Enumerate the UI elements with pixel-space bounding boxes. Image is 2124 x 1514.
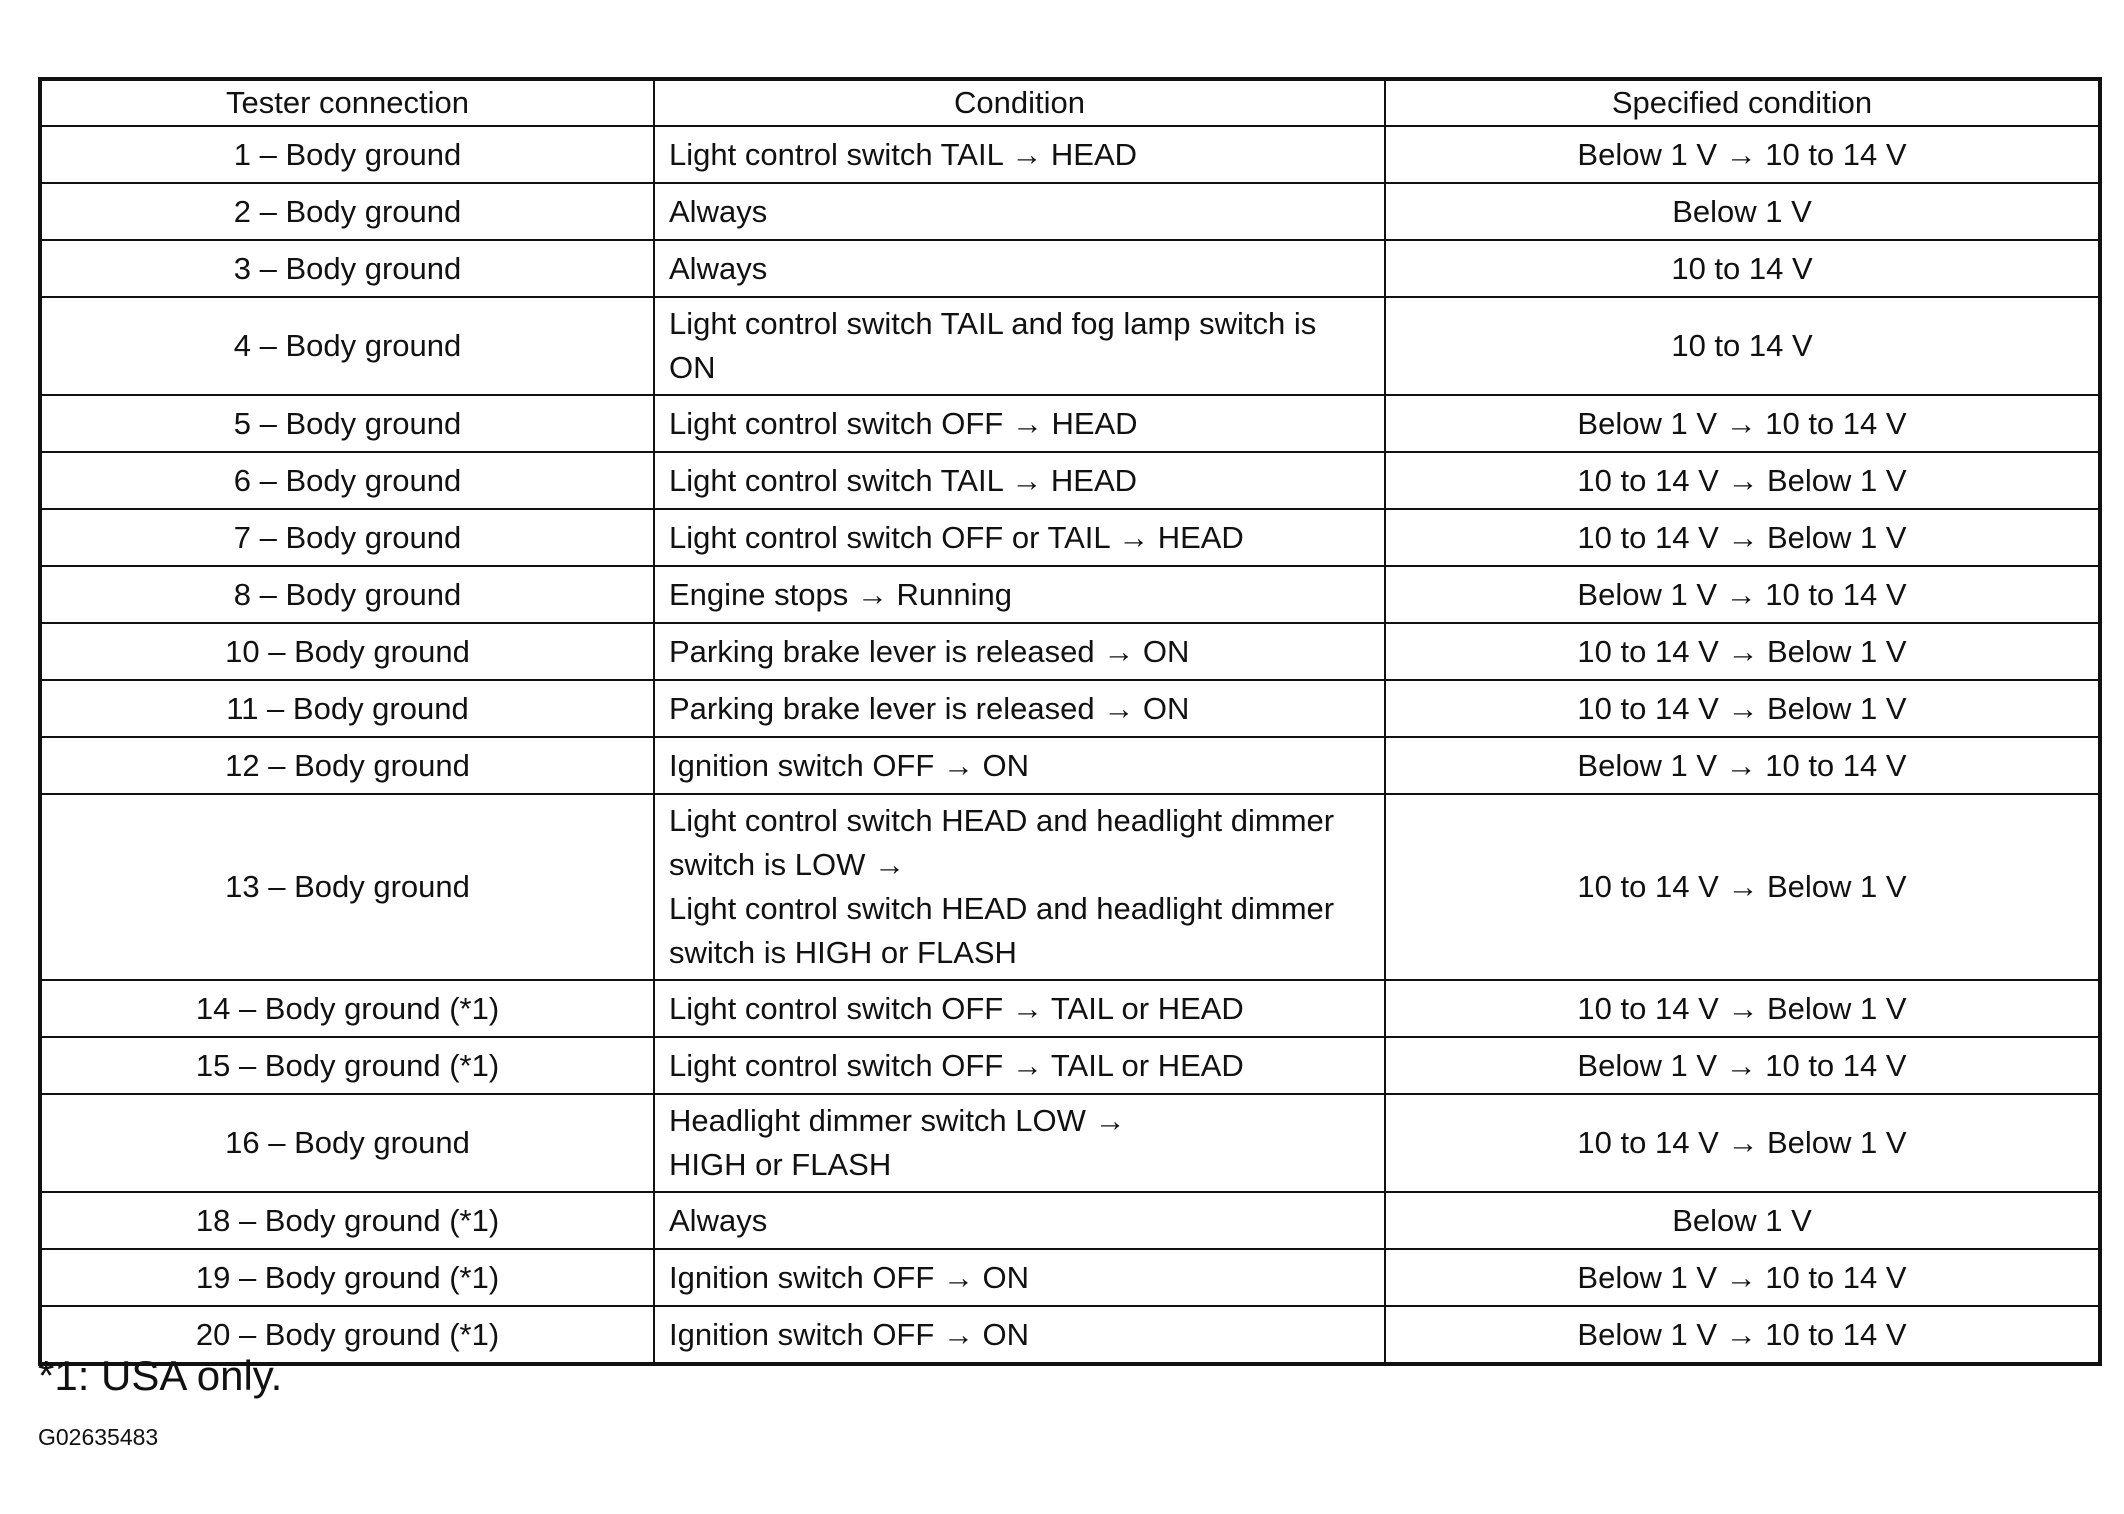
- specified-condition-cell: Below 1 V → 10 to 14 V: [1385, 1037, 2100, 1094]
- table-row: [40, 240, 2100, 297]
- specified-condition-cell: 10 to 14 V: [1385, 297, 2100, 395]
- specified-condition-cell: Below 1 V → 10 to 14 V: [1385, 566, 2100, 623]
- condition-line: ON: [669, 350, 716, 385]
- specified-condition-cell: 10 to 14 V → Below 1 V: [1385, 1094, 2100, 1192]
- figure-id: G02635483: [38, 1424, 159, 1450]
- tester-connection-cell: 1 – Body ground: [40, 126, 654, 183]
- specified-condition-cell: Below 1 V: [1385, 183, 2100, 240]
- condition-cell: [654, 1192, 1385, 1249]
- tester-connection-cell: 11 – Body ground: [40, 680, 654, 737]
- condition-line: switch is LOW →: [669, 847, 905, 882]
- table-row: [40, 737, 2100, 794]
- condition-cell: [654, 1249, 1385, 1306]
- condition-cell: [654, 297, 1385, 395]
- table-row: [40, 395, 2100, 452]
- tester-connection-cell: 5 – Body ground: [40, 395, 654, 452]
- specified-condition-cell: Below 1 V → 10 to 14 V: [1385, 737, 2100, 794]
- condition-line: Light control switch TAIL → HEAD: [669, 136, 1138, 172]
- condition-line: Always: [669, 250, 768, 286]
- tester-connection-cell: 12 – Body ground: [40, 737, 654, 794]
- condition-line: Light control switch TAIL → HEAD: [669, 462, 1138, 498]
- condition-cell: [654, 623, 1385, 680]
- condition-line: Parking brake lever is released → ON: [669, 633, 1190, 669]
- specified-condition-cell: Below 1 V → 10 to 14 V: [1385, 395, 2100, 452]
- table-row: [40, 183, 2100, 240]
- specified-condition-cell: Below 1 V → 10 to 14 V: [1385, 1249, 2100, 1306]
- specified-condition-cell: Below 1 V: [1385, 1192, 2100, 1249]
- condition-line: Light control switch TAIL and fog lamp switch is: [669, 306, 1317, 341]
- specified-condition-cell: 10 to 14 V → Below 1 V: [1385, 980, 2100, 1037]
- condition-line: Ignition switch OFF → ON: [669, 747, 1030, 783]
- tester-connection-cell: 8 – Body ground: [40, 566, 654, 623]
- condition-cell: [654, 737, 1385, 794]
- tester-connection-cell: 16 – Body ground: [40, 1094, 654, 1192]
- specified-condition-cell: 10 to 14 V → Below 1 V: [1385, 680, 2100, 737]
- table-row: [40, 623, 2100, 680]
- footnote-usa-only: *1: USA only.: [38, 1352, 283, 1399]
- condition-cell: [654, 452, 1385, 509]
- tester-connection-cell: 20 – Body ground (*1): [40, 1306, 654, 1364]
- specified-condition-cell: 10 to 14 V → Below 1 V: [1385, 452, 2100, 509]
- condition-cell: [654, 126, 1385, 183]
- specified-condition-cell: 10 to 14 V → Below 1 V: [1385, 623, 2100, 680]
- header-specified-condition: Specified condition: [1385, 79, 2100, 126]
- table-row: [40, 566, 2100, 623]
- condition-line: Headlight dimmer switch LOW →: [669, 1103, 1126, 1138]
- tester-connection-cell: 4 – Body ground: [40, 297, 654, 395]
- tester-connection-table: [38, 77, 2102, 1366]
- condition-cell: [654, 680, 1385, 737]
- tester-connection-cell: 13 – Body ground: [40, 794, 654, 980]
- specified-condition-cell: Below 1 V → 10 to 14 V: [1385, 1306, 2100, 1364]
- condition-line: Always: [669, 193, 768, 229]
- condition-cell: [654, 183, 1385, 240]
- condition-cell: [654, 794, 1385, 980]
- table-row: [40, 1192, 2100, 1249]
- condition-cell: [654, 509, 1385, 566]
- table-row: [40, 297, 2100, 395]
- table-body: [40, 126, 2100, 1364]
- table-row: [40, 1306, 2100, 1364]
- condition-line: Light control switch HEAD and headlight dimmer: [669, 891, 1335, 926]
- condition-line: Light control switch HEAD and headlight dimmer: [669, 803, 1335, 838]
- specified-condition-cell: 10 to 14 V → Below 1 V: [1385, 509, 2100, 566]
- tester-connection-cell: 19 – Body ground (*1): [40, 1249, 654, 1306]
- tester-connection-cell: 15 – Body ground (*1): [40, 1037, 654, 1094]
- condition-cell: [654, 1037, 1385, 1094]
- tester-connection-cell: 7 – Body ground: [40, 509, 654, 566]
- condition-line: Light control switch OFF → HEAD: [669, 405, 1138, 441]
- condition-line: HIGH or FLASH: [669, 1147, 892, 1182]
- table-row: [40, 980, 2100, 1037]
- specified-condition-cell: 10 to 14 V: [1385, 240, 2100, 297]
- table-row: [40, 126, 2100, 183]
- condition-cell: [654, 980, 1385, 1037]
- tester-connection-cell: 10 – Body ground: [40, 623, 654, 680]
- condition-cell: [654, 1306, 1385, 1364]
- table-row: [40, 452, 2100, 509]
- tester-connection-cell: 14 – Body ground (*1): [40, 980, 654, 1037]
- specified-condition-cell: 10 to 14 V → Below 1 V: [1385, 794, 2100, 980]
- condition-line: Engine stops → Running: [669, 576, 1012, 612]
- header-condition: Condition: [654, 79, 1385, 126]
- table-row: [40, 1037, 2100, 1094]
- table-row: [40, 680, 2100, 737]
- condition-line: Light control switch OFF → TAIL or HEAD: [669, 1047, 1244, 1083]
- condition-line: Ignition switch OFF → ON: [669, 1259, 1030, 1295]
- condition-cell: [654, 240, 1385, 297]
- condition-line: Always: [669, 1202, 768, 1238]
- table-row: [40, 794, 2100, 980]
- tester-connection-cell: 3 – Body ground: [40, 240, 654, 297]
- condition-cell: [654, 566, 1385, 623]
- table-row: [40, 1094, 2100, 1192]
- condition-line: Light control switch OFF → TAIL or HEAD: [669, 990, 1244, 1026]
- table-row: [40, 1249, 2100, 1306]
- table-row: [40, 509, 2100, 566]
- condition-line: switch is HIGH or FLASH: [669, 935, 1017, 970]
- specified-condition-cell: Below 1 V → 10 to 14 V: [1385, 126, 2100, 183]
- condition-line: Ignition switch OFF → ON: [669, 1316, 1030, 1352]
- condition-line: Light control switch OFF or TAIL → HEAD: [669, 519, 1244, 555]
- tester-connection-cell: 18 – Body ground (*1): [40, 1192, 654, 1249]
- table-header-row: [40, 79, 2100, 126]
- condition-cell: [654, 1094, 1385, 1192]
- condition-cell: [654, 395, 1385, 452]
- condition-line: Parking brake lever is released → ON: [669, 690, 1190, 726]
- tester-connection-cell: 2 – Body ground: [40, 183, 654, 240]
- header-tester-connection: Tester connection: [40, 79, 654, 126]
- tester-connection-cell: 6 – Body ground: [40, 452, 654, 509]
